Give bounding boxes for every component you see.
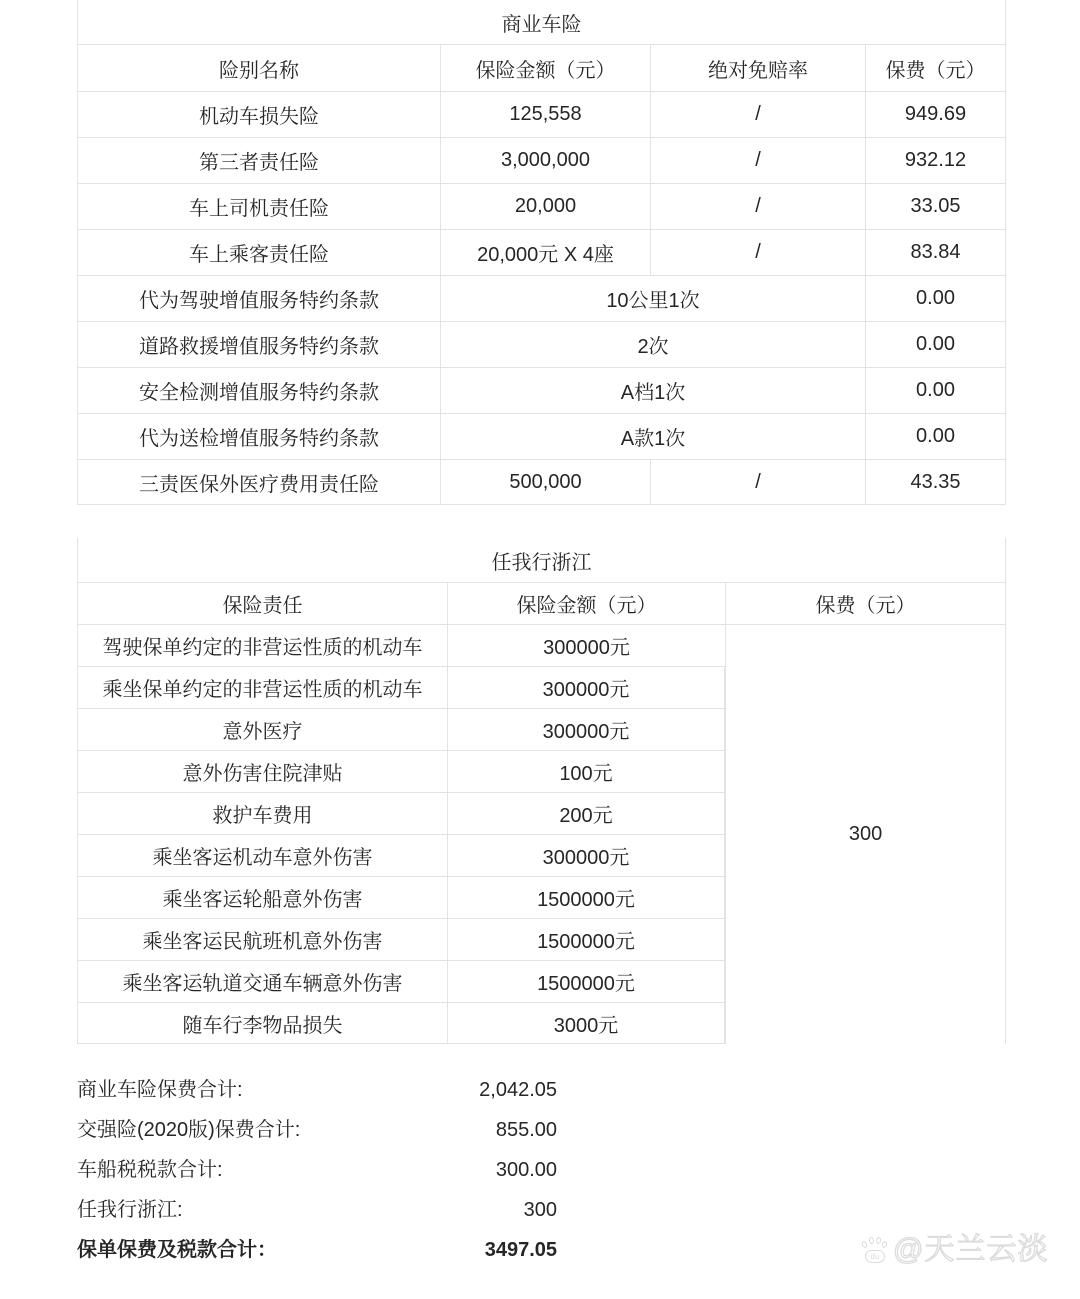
deductible-rate: / [650,229,865,275]
table-row [77,459,1006,505]
coverage-name: 安全检测增值服务特约条款 [77,367,440,413]
paw-toe-icon [861,1240,868,1248]
renwoxing-insurance-table [77,538,1006,1044]
table-row [77,91,1006,137]
liability-name: 乘坐客运轮船意外伤害 [77,876,447,918]
liability-name: 意外医疗 [77,708,447,750]
coverage-name: 道路救援增值服务特约条款 [77,321,440,367]
liability-name: 驾驶保单约定的非营运性质的机动车 [77,624,447,666]
insured-amount: A档1次 [440,367,865,413]
column-header-deductible-rate: 绝对免赔率 [650,44,865,91]
deductible-rate: / [650,459,865,505]
premium-value: 83.84 [865,229,1006,275]
table-row [77,137,1006,183]
coverage-name: 代为送检增值服务特约条款 [77,413,440,459]
renwoxing-table-title: 任我行浙江 [77,538,1006,582]
summary-value: 855.00 [495,1119,557,1141]
summary-row-grand-total [77,1233,557,1273]
summary-label: 交强险(2020版)保费合计: [77,1119,301,1141]
insured-amount: 200元 [447,792,725,834]
watermark-text: @天兰云淡 [893,1233,1049,1266]
summary-total-value: 3497.05 [484,1239,557,1261]
renwoxing-table-body [77,538,1006,1044]
coverage-name: 车上司机责任险 [77,183,440,229]
paw-toe-icon [869,1237,875,1245]
summary-row-compulsory [77,1113,557,1153]
summary-value: 2,042.05 [479,1079,557,1101]
summary-label: 任我行浙江: [77,1199,183,1221]
premium-value: 932.12 [865,137,1006,183]
premium-value: 949.69 [865,91,1006,137]
summary-row-commercial [77,1073,557,1113]
insured-amount: 125,558 [440,91,650,137]
insured-amount: 1500000元 [447,876,725,918]
table-row [77,624,1006,666]
insured-amount: 300000元 [447,708,725,750]
summary-row-vehicle-tax [77,1153,557,1193]
table-row [77,183,1006,229]
summary-total-label: 保单保费及税款合计： [77,1239,277,1261]
paw-pad-label: du [865,1250,885,1263]
renwoxing-table-header-row [77,582,1006,624]
summary-row-renwoxing [77,1193,557,1233]
insured-amount: 1500000元 [447,960,725,1002]
insured-amount: 300000元 [447,666,725,708]
watermark [862,1235,1048,1265]
insured-amount: 2次 [440,321,865,367]
baidu-paw-icon [862,1237,888,1263]
deductible-rate: / [650,91,865,137]
paw-toe-icon [881,1240,888,1248]
insured-amount: 3000元 [447,1002,725,1044]
deductible-rate: / [650,183,865,229]
coverage-name: 机动车损失险 [77,91,440,137]
column-header-insured-amount: 保险金额（元） [447,582,725,624]
deductible-rate: / [650,137,865,183]
liability-name: 乘坐客运民航班机意外伤害 [77,918,447,960]
insured-amount: 300000元 [447,834,725,876]
insured-amount: 20,000 [440,183,650,229]
table-row [77,275,1006,321]
renwoxing-table-title-row [77,538,1006,582]
premium-value: 33.05 [865,183,1006,229]
liability-name: 乘坐保单约定的非营运性质的机动车 [77,666,447,708]
insured-amount: 3,000,000 [440,137,650,183]
premium-value: 43.35 [865,459,1006,505]
insured-amount: 300000元 [447,624,725,666]
liability-name: 乘坐客运轨道交通车辆意外伤害 [77,960,447,1002]
commercial-table-body [77,0,1006,505]
liability-name: 随车行李物品损失 [77,1002,447,1044]
column-header-premium: 保费（元） [865,44,1006,91]
column-header-premium: 保费（元） [725,582,1006,624]
commercial-insurance-table [77,0,1006,505]
liability-name: 救护车费用 [77,792,447,834]
renwoxing-premium-total: 300 [725,624,1006,1044]
commercial-table-title-row [77,0,1006,44]
coverage-name: 代为驾驶增值服务特约条款 [77,275,440,321]
summary-label: 商业车险保费合计: [77,1079,243,1101]
table-row [77,229,1006,275]
table-row [77,367,1006,413]
insured-amount: 100元 [447,750,725,792]
premium-value: 0.00 [865,275,1006,321]
paw-toe-icon [876,1237,882,1245]
column-header-liability: 保险责任 [77,582,447,624]
premium-value: 0.00 [865,413,1006,459]
column-header-insured-amount: 保险金额（元） [440,44,650,91]
liability-name: 乘坐客运机动车意外伤害 [77,834,447,876]
premium-value: 0.00 [865,321,1006,367]
table-row [77,413,1006,459]
summary-label: 车船税税款合计: [77,1159,223,1181]
insured-amount: 1500000元 [447,918,725,960]
table-row [77,321,1006,367]
insured-amount: A款1次 [440,413,865,459]
coverage-name: 车上乘客责任险 [77,229,440,275]
coverage-name: 三责医保外医疗费用责任险 [77,459,440,505]
column-header-coverage-name: 险别名称 [77,44,440,91]
commercial-table-title: 商业车险 [77,0,1006,44]
liability-name: 意外伤害住院津贴 [77,750,447,792]
commercial-table-header-row [77,44,1006,91]
insured-amount: 20,000元 X 4座 [440,229,650,275]
premium-summary [77,1073,557,1273]
summary-value: 300 [523,1199,557,1221]
insured-amount: 500,000 [440,459,650,505]
insured-amount: 10公里1次 [440,275,865,321]
premium-value: 0.00 [865,367,1006,413]
coverage-name: 第三者责任险 [77,137,440,183]
summary-value: 300.00 [495,1159,557,1181]
